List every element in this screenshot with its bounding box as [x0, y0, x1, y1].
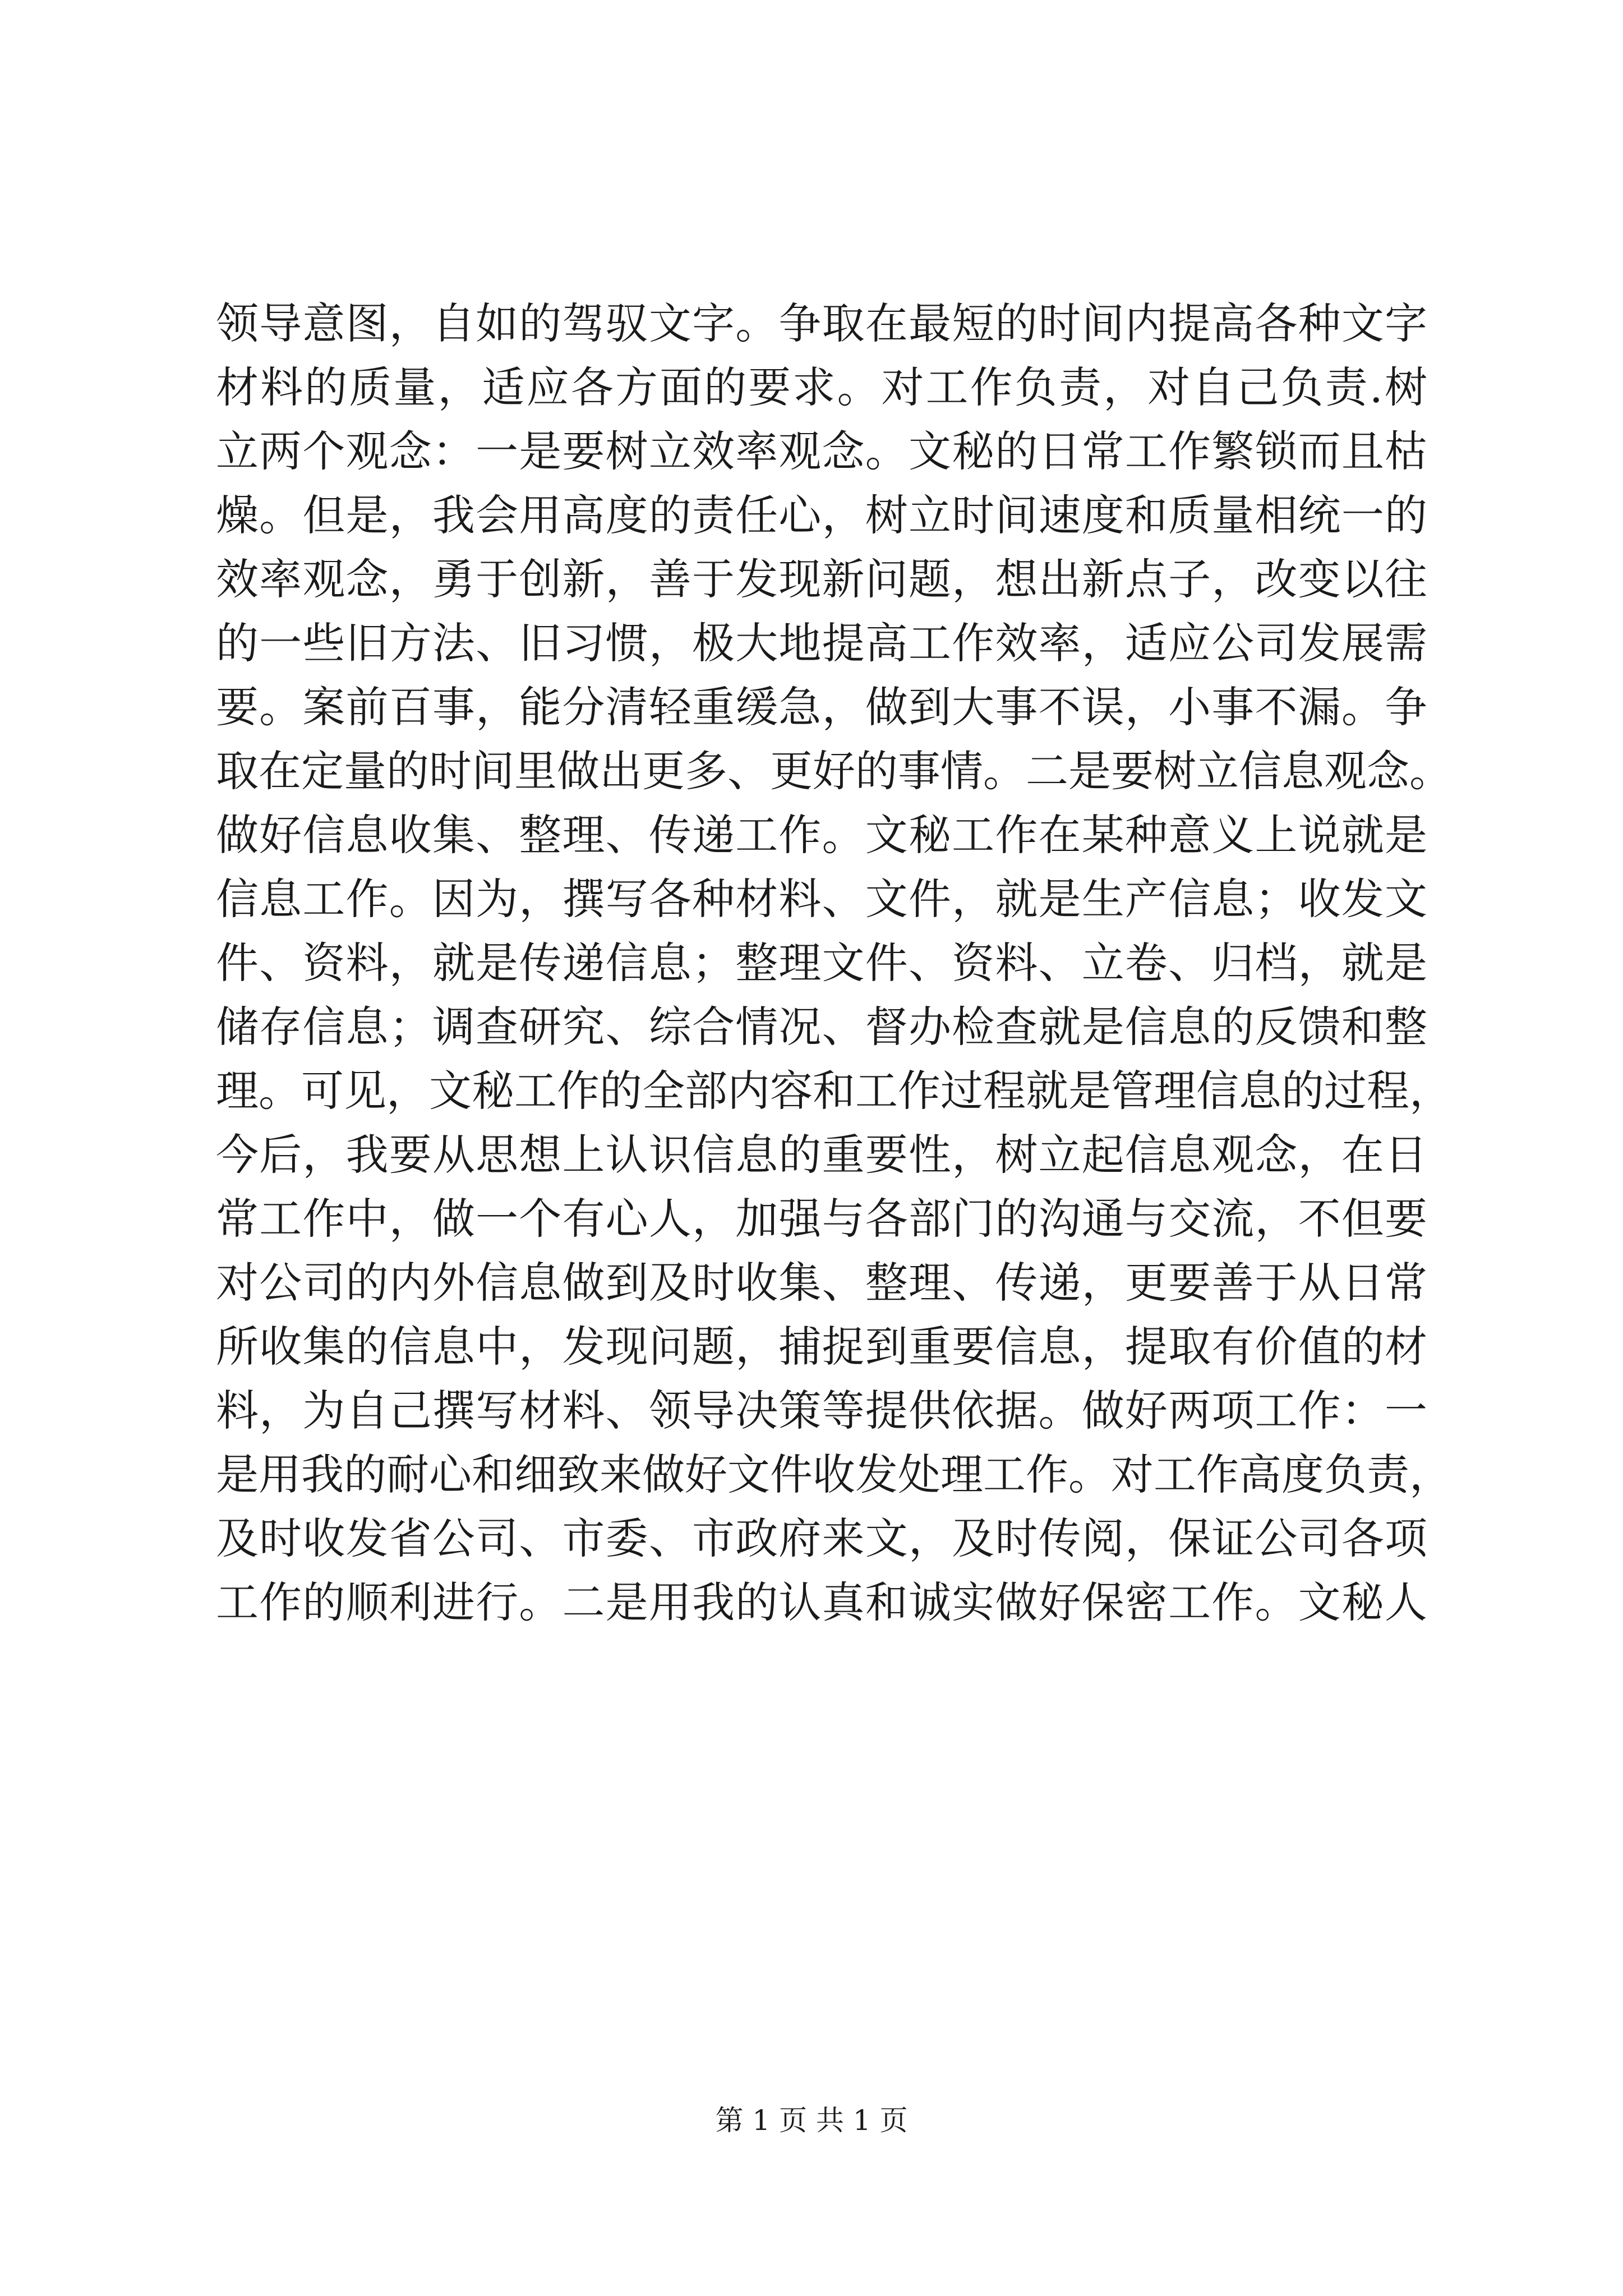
text-line: 材料的质量，适应各方面的要求。对工作负责，对自己负责.树 — [216, 362, 1427, 412]
text-line: 件、资料，就是传递信息；整理文件、资料、立卷、归档，就是 — [216, 938, 1427, 988]
body-paragraph — [216, 292, 1452, 1635]
text-line: 对公司的内外信息做到及时收集、整理、传递，更要善于从日常 — [216, 1258, 1427, 1308]
text-line: 储存信息；调查研究、综合情况、督办检查就是信息的反馈和整 — [216, 1002, 1427, 1052]
text-line: 常工作中，做一个有心人，加强与各部门的沟通与交流，不但要 — [216, 1194, 1427, 1244]
text-line: 燥。但是，我会用高度的责任心，树立时间速度和质量相统一的 — [216, 490, 1427, 540]
page-footer: 第 1 页 共 1 页 — [715, 2104, 908, 2137]
text-line: 今后，我要从思想上认识信息的重要性，树立起信息观念，在日 — [216, 1130, 1427, 1180]
text-line: 及时收发省公司、市委、市政府来文，及时传阅，保证公司各项 — [216, 1513, 1427, 1563]
text-line: 是用我的耐心和细致来做好文件收发处理工作。对工作高度负责， — [216, 1450, 1452, 1499]
text-line: 取在定量的时间里做出更多、更好的事情。二是要树立信息观念。 — [216, 746, 1452, 796]
text-line: 料，为自己撰写材料、领导决策等提供依据。做好两项工作：一 — [216, 1386, 1427, 1435]
text-line: 立两个观念：一是要树立效率观念。文秘的日常工作繁锁而且枯 — [216, 426, 1427, 476]
text-line: 理。可见，文秘工作的全部内容和工作过程就是管理信息的过程， — [216, 1066, 1452, 1116]
text-line: 所收集的信息中，发现问题，捕捉到重要信息，提取有价值的材 — [216, 1322, 1427, 1372]
text-line: 的一些旧方法、旧习惯，极大地提高工作效率，适应公司发展需 — [216, 618, 1427, 668]
text-line: 信息工作。因为，撰写各种材料、文件，就是生产信息；收发文 — [216, 874, 1427, 924]
text-line: 领导意图，自如的驾驭文字。争取在最短的时间内提高各种文字 — [216, 298, 1427, 348]
text-line: 工作的顺利进行。二是用我的认真和诚实做好保密工作。文秘人 — [216, 1577, 1427, 1627]
text-line: 做好信息收集、整理、传递工作。文秘工作在某种意义上说就是 — [216, 810, 1427, 860]
text-line: 要。案前百事，能分清轻重缓急，做到大事不误，小事不漏。争 — [216, 682, 1427, 732]
text-line: 效率观念，勇于创新，善于发现新问题，想出新点子，改变以往 — [216, 554, 1427, 604]
